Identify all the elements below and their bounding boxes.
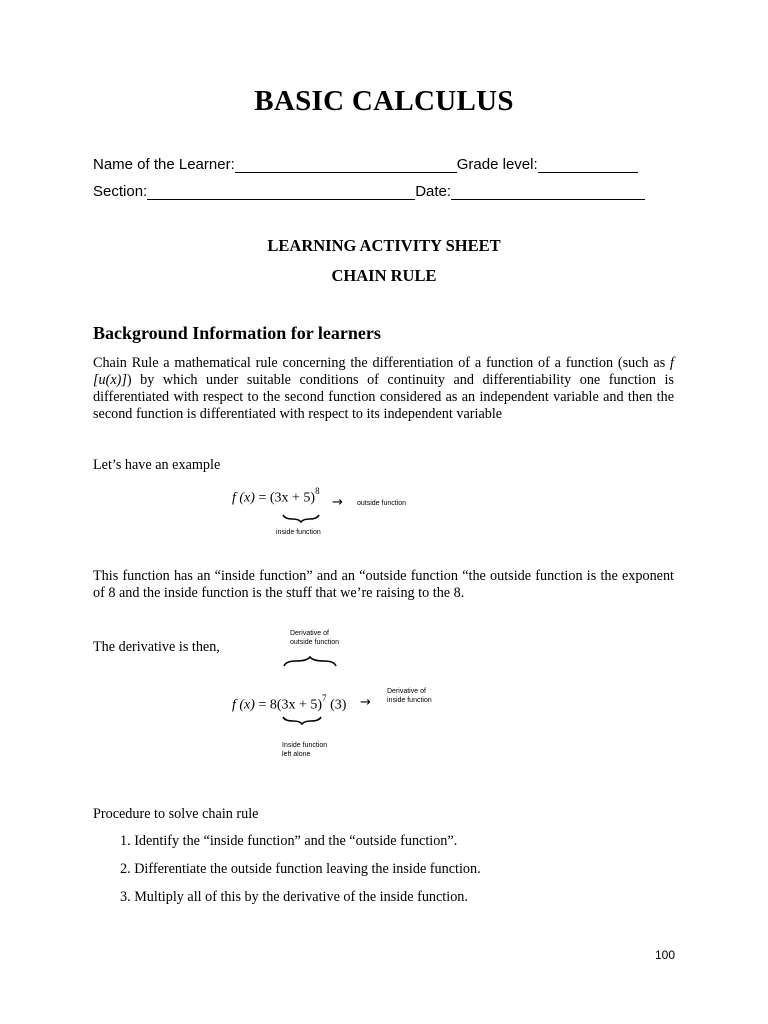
inside-left-alone-label [282, 741, 327, 759]
inside-derivative-label-line2: inside function [387, 697, 432, 704]
right-arrow-icon: → [360, 695, 371, 710]
inside-function-label: inside function [276, 529, 321, 536]
derivative-eq-factor: (3) [326, 697, 347, 713]
page-title: BASIC CALCULUS [254, 85, 514, 117]
outside-function-label: outside function [357, 500, 407, 507]
sheet-heading: LEARNING ACTIVITY SHEET [267, 236, 501, 255]
section-label: Section: [93, 183, 148, 200]
inside-derivative-label [387, 687, 432, 705]
brace-over-icon [283, 656, 337, 667]
list-item: 2. Differentiate the outside function leaving the inside function. [120, 861, 481, 877]
outside-derivative-label-line1: Derivative of [290, 630, 329, 637]
inside-derivative-label-line1: Derivative of [387, 688, 426, 695]
grade-blank[interactable] [538, 158, 638, 173]
name-blank[interactable] [235, 158, 457, 173]
brace-under-icon [282, 514, 320, 523]
date-blank[interactable] [451, 185, 645, 200]
background-text-pre: Chain Rule a mathematical rule concerning the differentiation of a function of a function (such as [93, 355, 671, 371]
background-heading: Background Information for learners [93, 323, 381, 343]
learner-info-row [93, 156, 638, 173]
outside-derivative-label [290, 629, 339, 647]
inside-left-alone-line2: left alone [282, 751, 311, 758]
example-eq-rhs: = (3x + 5) [254, 490, 316, 506]
inside-left-alone-line1: Inside function [282, 742, 328, 749]
derivative-equation [232, 695, 346, 714]
procedure-heading: Procedure to solve chain rule [93, 806, 259, 822]
example-explanation: This function has an “inside function” and an “outside function “the outside function is the exponent of 8 and the inside function is the stuff that we’re raising to the 8. [93, 568, 674, 601]
page-number: 100 [655, 948, 676, 962]
derivative-eq-lhs: f (x) [232, 697, 255, 713]
section-date-row [93, 183, 645, 200]
section-blank[interactable] [147, 185, 415, 200]
grade-label: Grade level: [456, 156, 538, 173]
derivative-eq-rhs: = 8(3x + 5) [254, 697, 323, 713]
derivative-intro: The derivative is then, [93, 639, 220, 655]
derivative-eq-exponent: 7 [322, 693, 327, 703]
brace-under-icon [282, 716, 322, 725]
background-expression: f [u(x)] [93, 355, 674, 388]
name-label: Name of the Learner: [93, 156, 235, 173]
list-item: 1. Identify the “inside function” and the “outside function”. [120, 833, 458, 849]
example-equation [232, 488, 320, 507]
background-text-post: ) by which under suitable conditions of continuity and differentiability one function is differentiated with respect to the second function considered as an independent variable and then the second function is differentiated with respect to its independent variable [93, 372, 674, 422]
date-label: Date: [415, 183, 452, 200]
right-arrow-icon: → [332, 495, 343, 510]
outside-derivative-label-line2: outside function [290, 639, 340, 646]
example-intro: Let’s have an example [93, 457, 221, 473]
list-item: 3. Multiply all of this by the derivative of the inside function. [120, 889, 468, 905]
example-eq-exponent: 8 [315, 486, 320, 496]
sheet-subheading: CHAIN RULE [331, 266, 437, 285]
background-paragraph [93, 355, 674, 423]
example-eq-lhs: f (x) [232, 490, 255, 506]
